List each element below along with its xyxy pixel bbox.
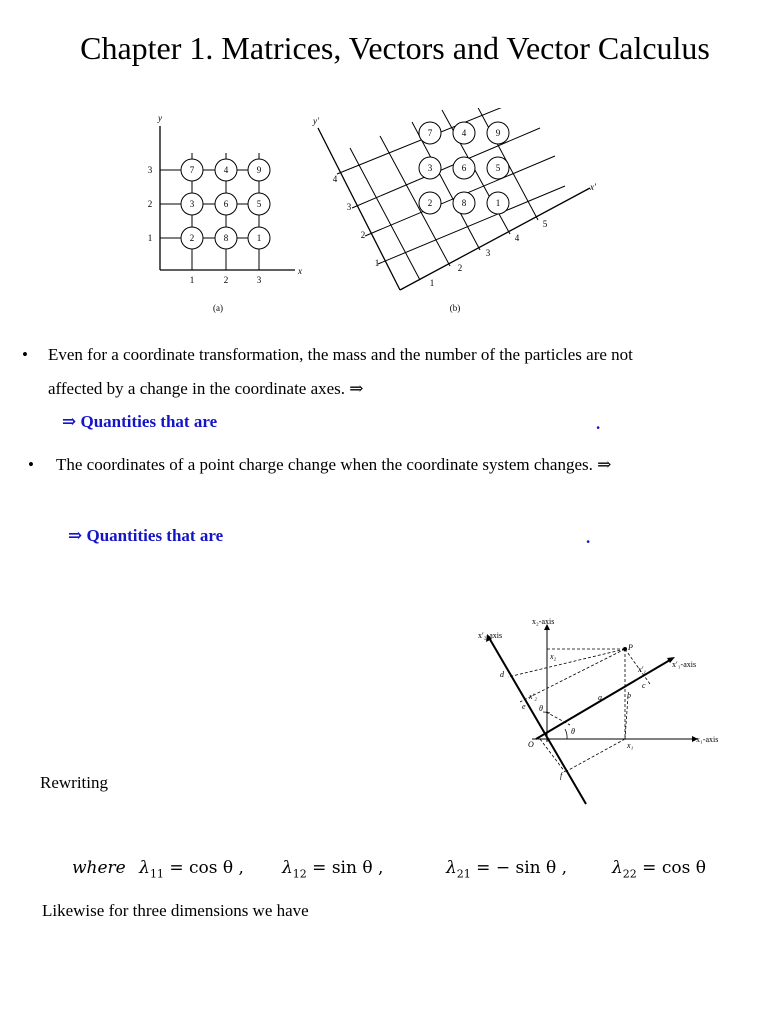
point-c-label: c xyxy=(642,681,646,690)
x-prime-axis-label: x' xyxy=(590,182,596,192)
lambda-11-value: = cos θ , xyxy=(163,858,244,878)
lambda-definitions xyxy=(72,858,244,880)
particle-label: 7 xyxy=(189,165,195,175)
particle-label: 7 xyxy=(427,128,433,138)
particle-grid-figure xyxy=(130,108,610,323)
x2-axis-label: x₂-axis xyxy=(532,617,555,626)
y-tick: 4 xyxy=(332,174,338,184)
y-tick: 2 xyxy=(360,230,366,240)
particle-label: 8 xyxy=(461,198,467,208)
theta-label: θ xyxy=(539,704,543,713)
particle-label: 3 xyxy=(189,199,195,209)
bullet-point: • xyxy=(22,345,28,364)
point-d-label: d xyxy=(500,670,504,679)
lambda-11: λ xyxy=(139,858,150,878)
y-tick: 1 xyxy=(374,258,380,268)
point-b-label: b xyxy=(627,691,631,700)
x-tick: 5 xyxy=(542,219,548,229)
bullet-point: • xyxy=(28,455,34,474)
particle-label: 4 xyxy=(223,165,229,175)
particle-label: 1 xyxy=(495,198,501,208)
lambda-12-sub: 12 xyxy=(292,867,307,881)
page-title: Chapter 1. Matrices, Vectors and Vector Calculus xyxy=(80,30,710,66)
particle-label: 2 xyxy=(427,198,433,208)
lambda-22-value: = cos θ xyxy=(636,858,706,878)
particle-label: 3 xyxy=(427,163,433,173)
x-tick: 1 xyxy=(429,278,435,288)
lambda-22: λ xyxy=(612,858,623,878)
bullet-1-line-2: affected by a change in the coordinate axes. ⇒ xyxy=(48,379,364,398)
where-word: where xyxy=(72,858,126,878)
y-tick: 3 xyxy=(147,165,153,175)
bullet-2-text: The coordinates of a point charge change when the coordinate system changes. ⇒ xyxy=(56,455,612,474)
lambda-21: λ xyxy=(446,858,457,878)
x-tick: 1 xyxy=(189,275,195,285)
bullet-1-period: . xyxy=(596,414,601,433)
particle-label: 4 xyxy=(461,128,467,138)
y-tick: 3 xyxy=(346,202,352,212)
particle-label: 5 xyxy=(256,199,262,209)
x-tick: 4 xyxy=(514,233,520,243)
particle-label: 2 xyxy=(189,233,195,243)
bullet-2-period: . xyxy=(586,528,591,547)
particle-label: 1 xyxy=(256,233,262,243)
x-tick: 3 xyxy=(485,248,491,258)
y-tick: 2 xyxy=(147,199,153,209)
lambda-21-value: = − sin θ , xyxy=(470,858,568,878)
x1-coordinate-label: x₁ xyxy=(627,741,634,750)
point-a-label: a xyxy=(598,693,602,702)
y-prime-axis-label: y' xyxy=(313,116,319,126)
lambda-12: λ xyxy=(282,858,293,878)
x-tick: 2 xyxy=(223,275,229,285)
rotated-axes-figure xyxy=(470,612,740,807)
theta-label: θ xyxy=(571,727,575,736)
particle-label: 8 xyxy=(223,233,229,243)
x-tick: 3 xyxy=(256,275,262,285)
lambda-22-definition xyxy=(612,858,706,880)
particle-label: 6 xyxy=(223,199,229,209)
lambda-22-sub: 22 xyxy=(622,867,637,881)
x1-prime-axis-label: x′₁-axis xyxy=(672,660,697,669)
particle-label: 6 xyxy=(461,163,467,173)
lambda-12-definition xyxy=(282,858,383,880)
lambda-21-definition xyxy=(446,858,567,880)
rewriting-text: Rewriting xyxy=(40,773,108,792)
point-f-label: f xyxy=(560,771,563,780)
figure-a-caption: (a) xyxy=(213,303,223,313)
lambda-12-value: = sin θ , xyxy=(306,858,384,878)
x2-prime-axis-label: x′₂-axis xyxy=(478,631,503,640)
y-tick: 1 xyxy=(147,233,153,243)
x1-prime-coordinate-label: x′₁ xyxy=(638,665,647,674)
x-axis-label: x xyxy=(298,266,302,276)
x2-coordinate-label: x₂ xyxy=(550,652,557,661)
bullet-2-conclusion: ⇒ Quantities that are xyxy=(68,526,224,545)
bullet-mass-invariance xyxy=(22,338,742,406)
point-p-label: P xyxy=(628,643,633,652)
bullet-1-line-1: Even for a coordinate transformation, the mass and the number of the particles are not xyxy=(48,345,633,364)
three-dimensions-text: Likewise for three dimensions we have xyxy=(42,901,309,920)
x2-prime-coordinate-label: x′₂ xyxy=(529,692,538,701)
bullet-1-conclusion: ⇒ Quantities that are xyxy=(62,412,218,431)
lambda-11-sub: 11 xyxy=(149,867,164,881)
figure-b-caption: (b) xyxy=(449,303,461,313)
particle-label: 5 xyxy=(495,163,501,173)
point-e-label: e xyxy=(522,702,526,711)
particle-label: 9 xyxy=(256,165,262,175)
particle-label: 9 xyxy=(495,128,501,138)
lambda-21-sub: 21 xyxy=(456,867,471,881)
origin-label: O xyxy=(528,740,534,749)
x1-axis-label: x₁-axis xyxy=(696,735,719,744)
x-tick: 2 xyxy=(457,263,463,273)
bullet-coordinates-change xyxy=(22,448,611,482)
y-axis-label: y xyxy=(158,113,162,123)
